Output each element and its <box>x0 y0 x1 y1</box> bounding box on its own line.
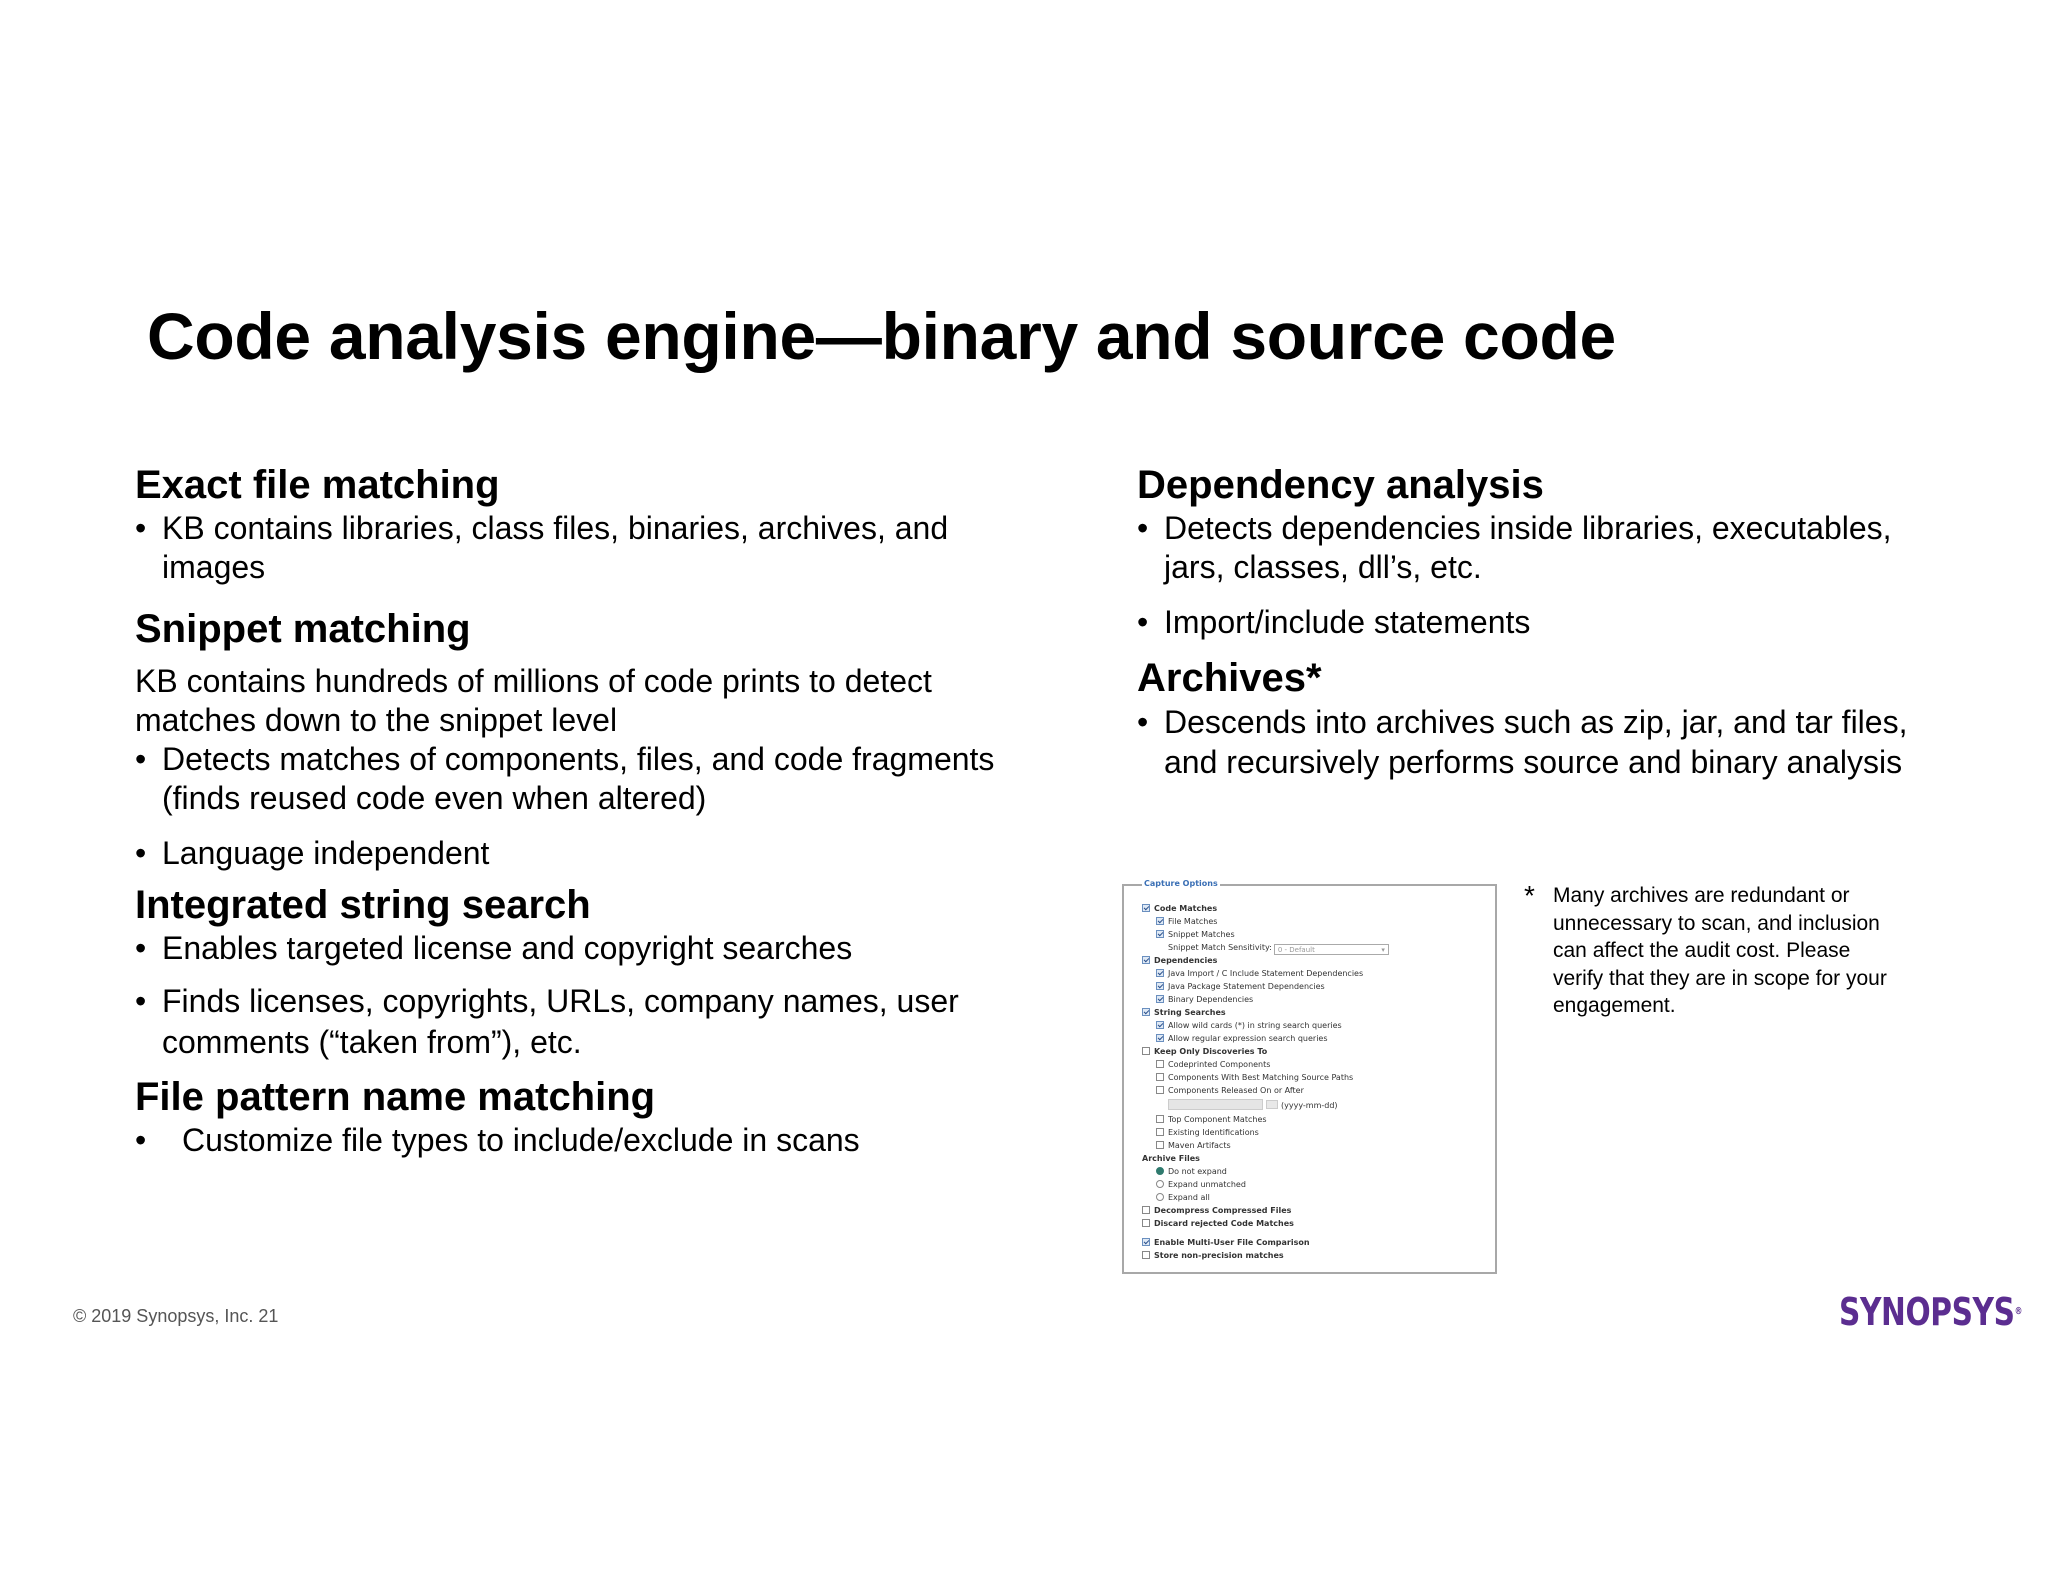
integrated-string-search-section <box>135 881 1055 1063</box>
checkbox-icon[interactable] <box>1156 1128 1164 1136</box>
checkbox-icon[interactable] <box>1142 1219 1150 1227</box>
calendar-icon[interactable] <box>1266 1100 1278 1109</box>
decompress-option[interactable]: Decompress Compressed Files <box>1142 1206 1291 1216</box>
released-after-option[interactable]: Components Released On or After <box>1156 1086 1304 1096</box>
checkbox-icon[interactable] <box>1142 1251 1150 1259</box>
section-heading: Dependency analysis <box>1137 463 1544 507</box>
checkbox-checked-icon[interactable] <box>1142 956 1150 964</box>
section-intro: KB contains hundreds of millions of code prints to detect matches down to the snippet level <box>135 663 932 738</box>
code-matches-option[interactable]: Code Matches <box>1142 904 1217 914</box>
synopsys-logo: SYNOPSYS® <box>1839 1290 2022 1334</box>
binary-dependencies-option[interactable]: Binary Dependencies <box>1156 995 1253 1005</box>
checkbox-icon[interactable] <box>1156 1073 1164 1081</box>
section-heading: Exact file matching <box>135 463 500 507</box>
archive-files-label: Archive Files <box>1142 1154 1200 1163</box>
bullet-list <box>1137 509 1957 642</box>
archives-footnote <box>1524 882 1904 1020</box>
bullet-list <box>135 1121 1055 1160</box>
checkbox-checked-icon[interactable] <box>1156 930 1164 938</box>
radio-icon[interactable] <box>1156 1193 1164 1201</box>
copyright-text: © 2019 Synopsys, Inc. 21 <box>73 1306 279 1326</box>
snippet-matches-option[interactable]: Snippet Matches <box>1156 930 1235 940</box>
string-searches-option[interactable]: String Searches <box>1142 1008 1226 1018</box>
do-not-expand-option[interactable]: Do not expand <box>1156 1167 1227 1177</box>
checkbox-checked-icon[interactable] <box>1156 995 1164 1003</box>
checkbox-checked-icon[interactable] <box>1142 904 1150 912</box>
checkbox-icon[interactable] <box>1142 1047 1150 1055</box>
section-heading: Integrated string search <box>135 883 591 927</box>
existing-ids-option[interactable]: Existing Identifications <box>1156 1128 1259 1138</box>
bullet-list <box>135 740 1055 873</box>
section-heading: Snippet matching <box>135 607 471 651</box>
bullet-item: • Detects matches of components, files, and code fragments (finds reused code even when altered) <box>135 740 1055 818</box>
checkbox-checked-icon[interactable] <box>1156 917 1164 925</box>
checkbox-checked-icon[interactable] <box>1142 1238 1150 1246</box>
slide-title: Code analysis engine—binary and source code <box>147 299 1616 373</box>
checkbox-checked-icon[interactable] <box>1156 1034 1164 1042</box>
top-component-option[interactable]: Top Component Matches <box>1156 1115 1267 1125</box>
bullet-item: • Finds licenses, copyrights, URLs, company names, user comments (“taken from”), etc. <box>135 981 1055 1063</box>
checkbox-icon[interactable] <box>1156 1086 1164 1094</box>
exact-file-matching-section <box>135 461 1055 587</box>
capture-options-legend: Capture Options <box>1144 879 1218 888</box>
footnote-marker: * <box>1524 880 1535 911</box>
file-matches-option[interactable]: File Matches <box>1156 917 1217 927</box>
bullet-item: • Enables targeted license and copyright searches <box>135 929 1055 968</box>
date-input[interactable] <box>1168 1099 1263 1110</box>
checkbox-checked-icon[interactable] <box>1156 982 1164 990</box>
keep-only-option[interactable]: Keep Only Discoveries To <box>1142 1047 1267 1057</box>
checkbox-checked-icon[interactable] <box>1156 1021 1164 1029</box>
checkbox-icon[interactable] <box>1142 1206 1150 1214</box>
discard-rejected-option[interactable]: Discard rejected Code Matches <box>1142 1219 1294 1229</box>
codeprinted-option[interactable]: Codeprinted Components <box>1156 1060 1270 1070</box>
right-column <box>1137 461 1957 782</box>
snippet-matching-section <box>135 605 1055 873</box>
bullet-item: • Descends into archives such as zip, jar, and tar files, and recursively performs source and binary analysis <box>1137 702 1957 782</box>
expand-unmatched-option[interactable]: Expand unmatched <box>1156 1180 1246 1190</box>
bullet-item: • Language independent <box>135 834 1055 873</box>
snippet-sensitivity-row: Snippet Match Sensitivity: 0 - Default ▾ <box>1168 943 1389 955</box>
bullet-list <box>135 509 1055 587</box>
radio-selected-icon[interactable] <box>1156 1167 1164 1175</box>
radio-icon[interactable] <box>1156 1180 1164 1188</box>
checkbox-checked-icon[interactable] <box>1156 969 1164 977</box>
dependencies-option[interactable]: Dependencies <box>1142 956 1217 966</box>
expand-all-option[interactable]: Expand all <box>1156 1193 1210 1203</box>
java-import-option[interactable]: Java Import / C Include Statement Dependencies <box>1156 969 1363 979</box>
bullet-list <box>1137 702 1957 782</box>
date-row: (yyyy-mm-dd) <box>1168 1099 1338 1111</box>
bullet-item: • Customize file types to include/exclude in scans <box>135 1121 1055 1160</box>
bullet-item: • Detects dependencies inside libraries, executables, jars, classes, dll’s, etc. <box>1137 509 1957 587</box>
checkbox-icon[interactable] <box>1156 1060 1164 1068</box>
best-matching-option[interactable]: Components With Best Matching Source Paths <box>1156 1073 1353 1083</box>
regex-option[interactable]: Allow regular expression search queries <box>1156 1034 1328 1044</box>
bullet-item: • Import/include statements <box>1137 603 1957 642</box>
bullet-list <box>135 929 1055 1063</box>
sensitivity-select[interactable]: 0 - Default ▾ <box>1274 944 1389 955</box>
checkbox-checked-icon[interactable] <box>1142 1008 1150 1016</box>
section-heading: File pattern name matching <box>135 1075 656 1119</box>
multi-user-option[interactable]: Enable Multi-User File Comparison <box>1142 1238 1310 1248</box>
section-heading: Archives* <box>1137 656 1322 700</box>
footnote-text: Many archives are redundant or unnecessary to scan, and inclusion can affect the audit cost. Please verify that they are in scope for your engagement. <box>1553 884 1887 1017</box>
store-non-precision-option[interactable]: Store non-precision matches <box>1142 1251 1284 1261</box>
maven-option[interactable]: Maven Artifacts <box>1156 1141 1231 1151</box>
left-column <box>135 461 1055 1160</box>
checkbox-icon[interactable] <box>1156 1141 1164 1149</box>
capture-options-panel <box>1122 879 1497 1274</box>
archives-section <box>1137 654 1957 782</box>
checkbox-icon[interactable] <box>1156 1115 1164 1123</box>
java-package-option[interactable]: Java Package Statement Dependencies <box>1156 982 1325 992</box>
bullet-item: • KB contains libraries, class files, binaries, archives, and images <box>135 509 1055 587</box>
wild-cards-option[interactable]: Allow wild cards (*) in string search queries <box>1156 1021 1342 1031</box>
dependency-analysis-section <box>1137 461 1957 642</box>
file-pattern-matching-section <box>135 1073 1055 1160</box>
